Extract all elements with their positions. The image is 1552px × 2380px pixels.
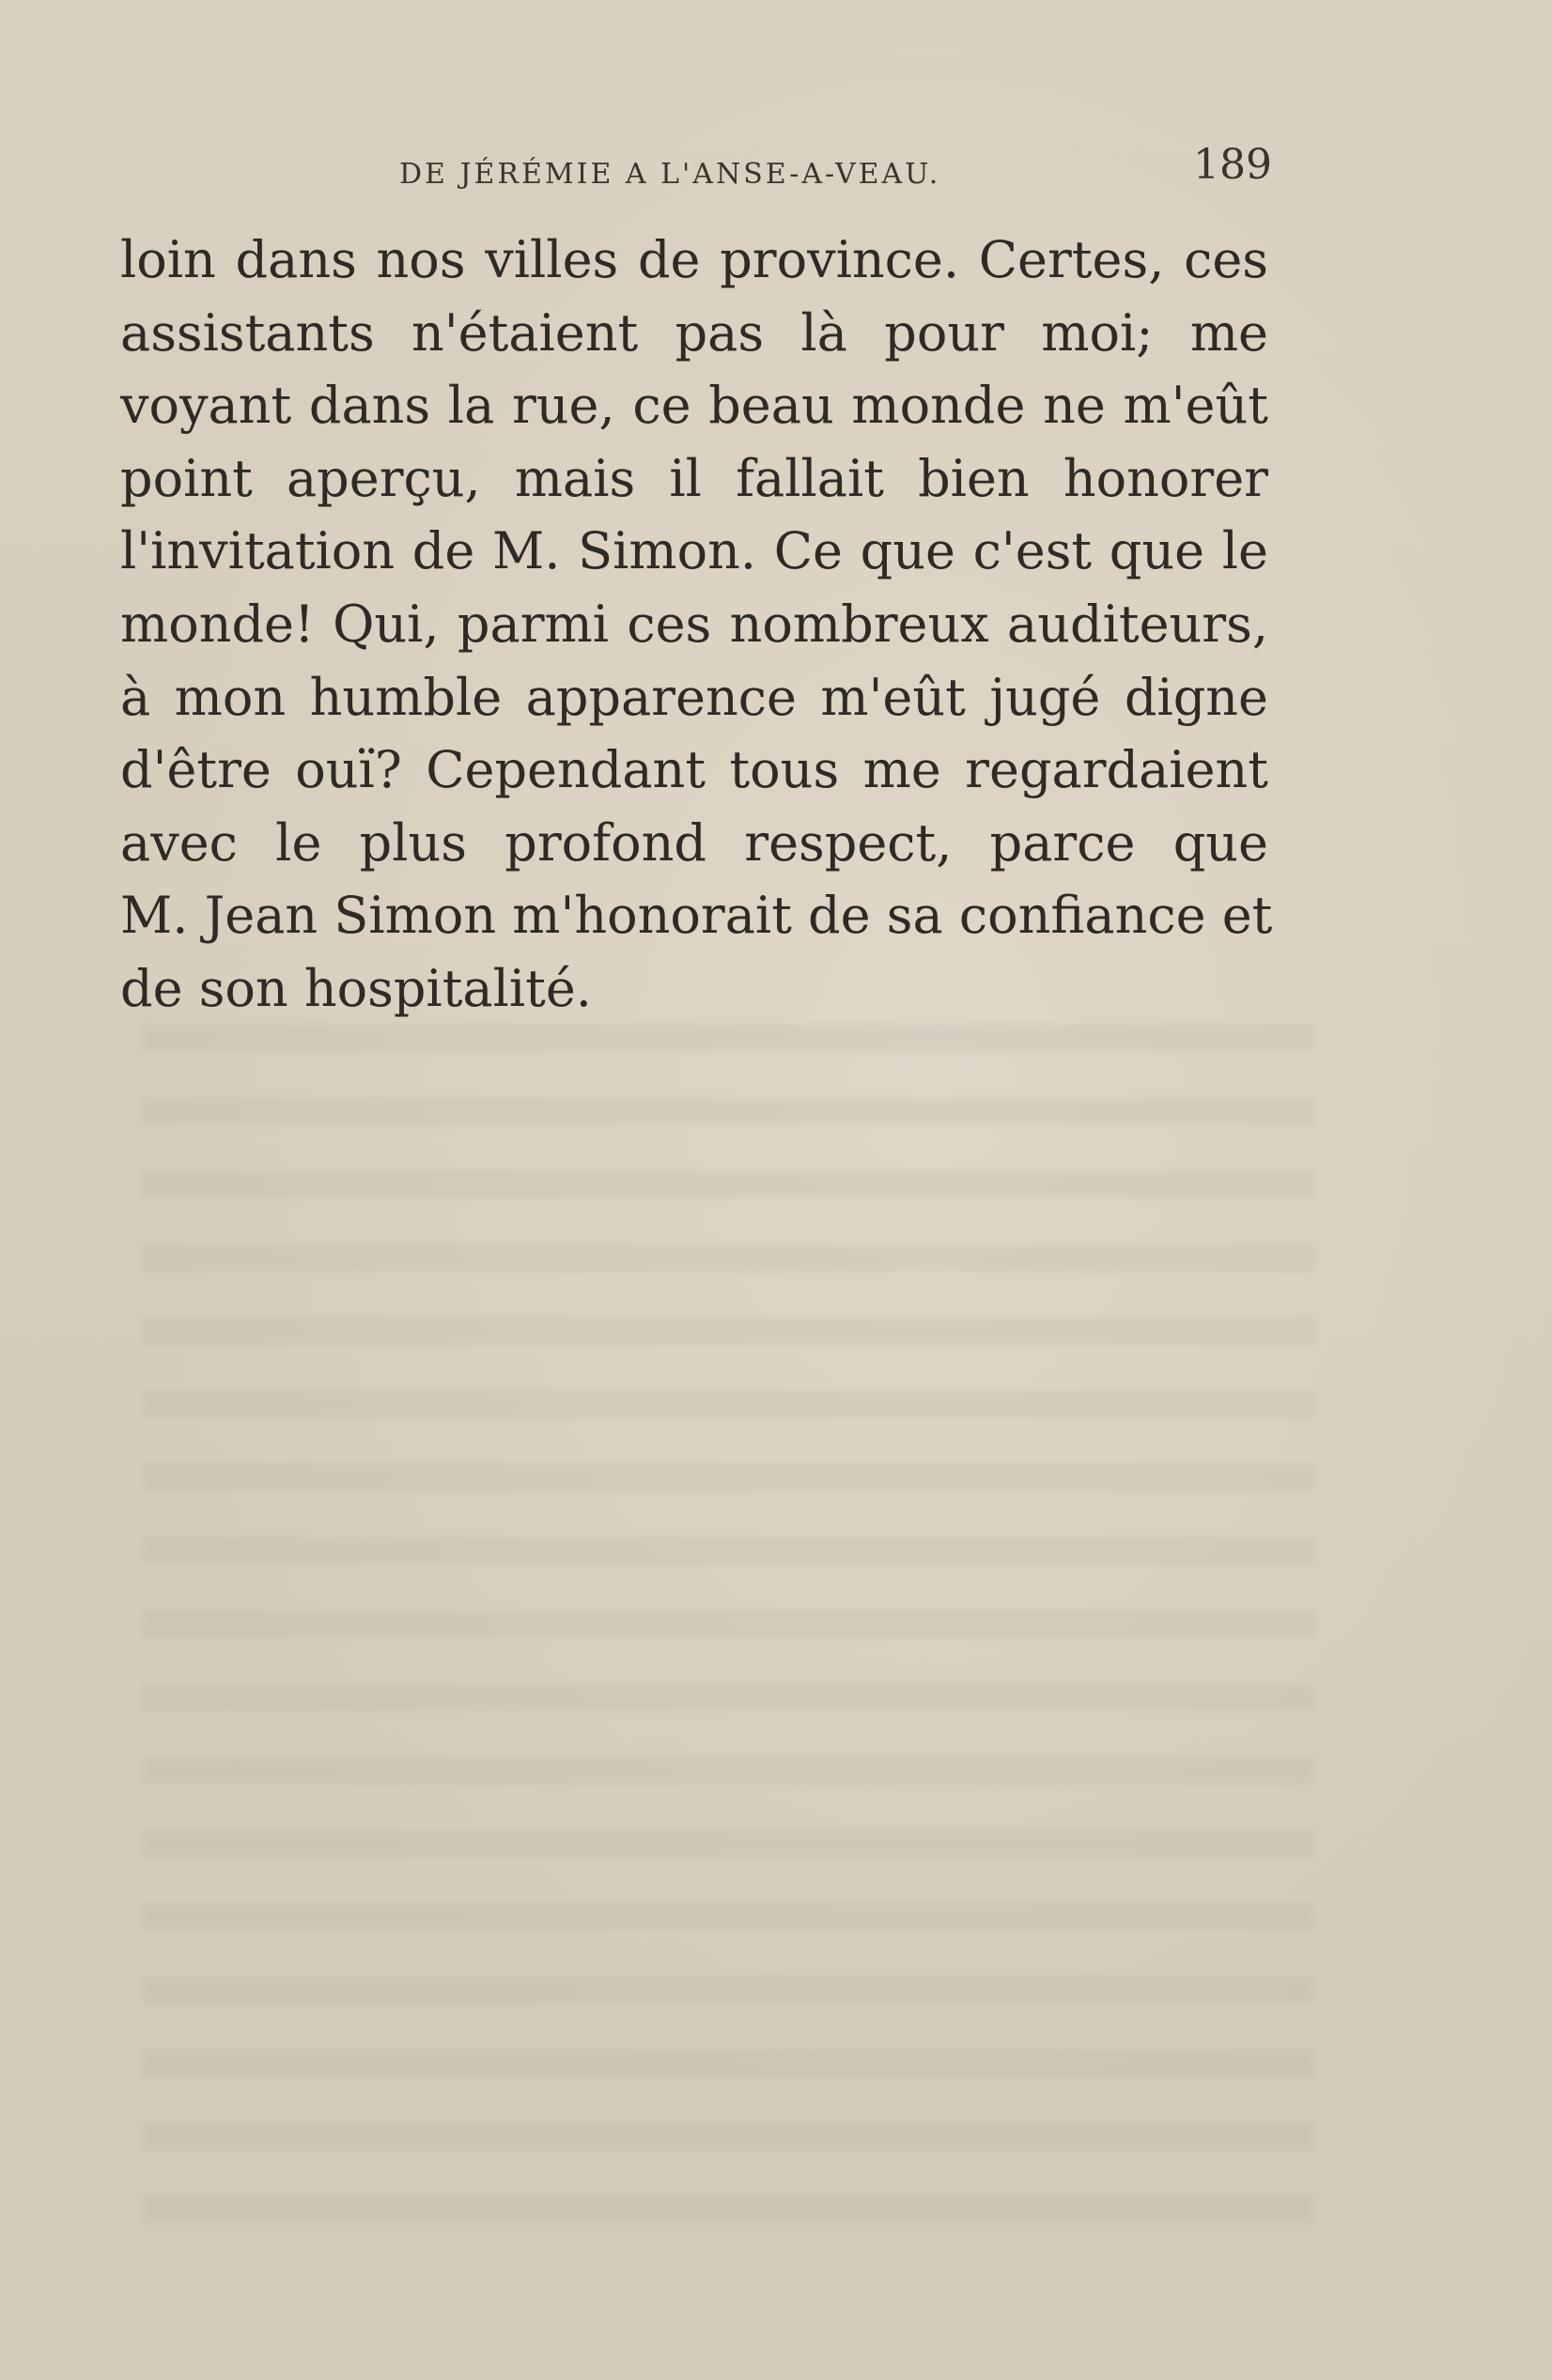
text-line: de son hospitalité. bbox=[120, 958, 592, 1018]
page-number: 189 bbox=[1193, 141, 1272, 189]
text-line: loin dans nos villes de province. Certes, ces bbox=[120, 230, 1268, 289]
body-paragraph bbox=[120, 224, 1273, 1026]
text-line: à mon humble apparence m'eût jugé digne bbox=[120, 667, 1268, 727]
text-line: d'être ouï? Cependant tous me regardaient bbox=[120, 740, 1268, 800]
text-line: voyant dans la rue, ce beau monde ne m'eût bbox=[120, 376, 1268, 436]
text-line: assistants n'étaient pas là pour moi; me bbox=[120, 302, 1268, 363]
text-line: avec le plus profond respect, parce que bbox=[120, 812, 1268, 873]
text-line: monde! Qui, parmi ces nombreux auditeurs, bbox=[120, 594, 1268, 654]
text-line: M. Jean Simon m'honorait de sa confiance et bbox=[120, 886, 1273, 946]
show-through-texture bbox=[141, 1024, 1315, 2245]
text-line: point aperçu, mais il fallait bien honorer bbox=[120, 448, 1268, 508]
running-title: DE JÉRÉMIE A L'ANSE-A-VEAU. bbox=[399, 158, 941, 191]
text-line: l'invitation de M. Simon. Ce que c'est que le bbox=[120, 521, 1268, 581]
